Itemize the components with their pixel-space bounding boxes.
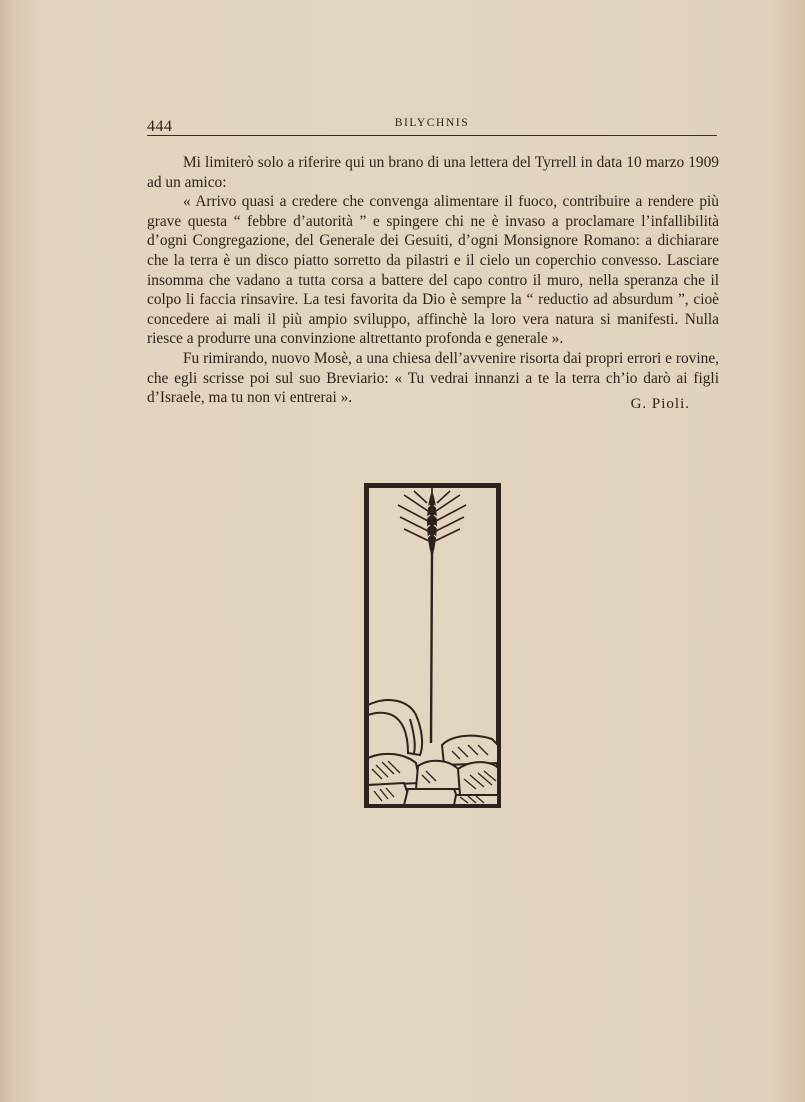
paragraph-conclusion: Fu rimirando, nuovo Mosè, a una chiesa dell’avvenire risorta dai propri errori e rovine, che egli scrisse poi sul suo Breviario: « Tu vedrai innanzi a te la terra ch’io darò ai figli d’Israele, ma tu non vi entrerai ». [147, 349, 719, 407]
wheat-stem-icon [431, 553, 432, 743]
paragraph-quotation: « Arrivo quasi a credere che convenga alimentare il fuoco, contribuire a rendere più grave questa “ febbre d’autorità ” e spingere chi ne è invaso a proclamare l’infallibilità d’ogni Congregazione, del Generale dei Gesuiti, d’ogni Monsignore Romano: a dichiarare che la terra è un disco piatto sorretto da pilastri e il cielo un coperchio convesso. Lasciare insomma che vadano a tutta corsa a battere del capo contro il muro, nella speranza che il colpo li faccia rinsavire. La tesi favorita da Dio è sempre la “ reductio ad absurdum ”, cioè concedere ai mali il più ampio sviluppo, affinchè la loro vera natura si manifesti. Nulla riesce a produrre una convinzione altrettanto profonda e generale ». [147, 193, 719, 348]
wheat-ear-icon [398, 486, 466, 555]
author-signature: G. Pioli. [630, 396, 690, 412]
paragraph-intro: Mi limiterò solo a riferire qui un brano di una lettera del Tyrrell in data 10 marzo 1909 ad un amico: [147, 154, 719, 191]
page-number: 444 [147, 118, 173, 135]
running-title: BILYCHNIS [394, 117, 470, 129]
page-header [147, 114, 717, 136]
header-rule [147, 135, 717, 136]
wheat-woodcut-illustration [364, 483, 501, 808]
body-text [147, 153, 719, 408]
